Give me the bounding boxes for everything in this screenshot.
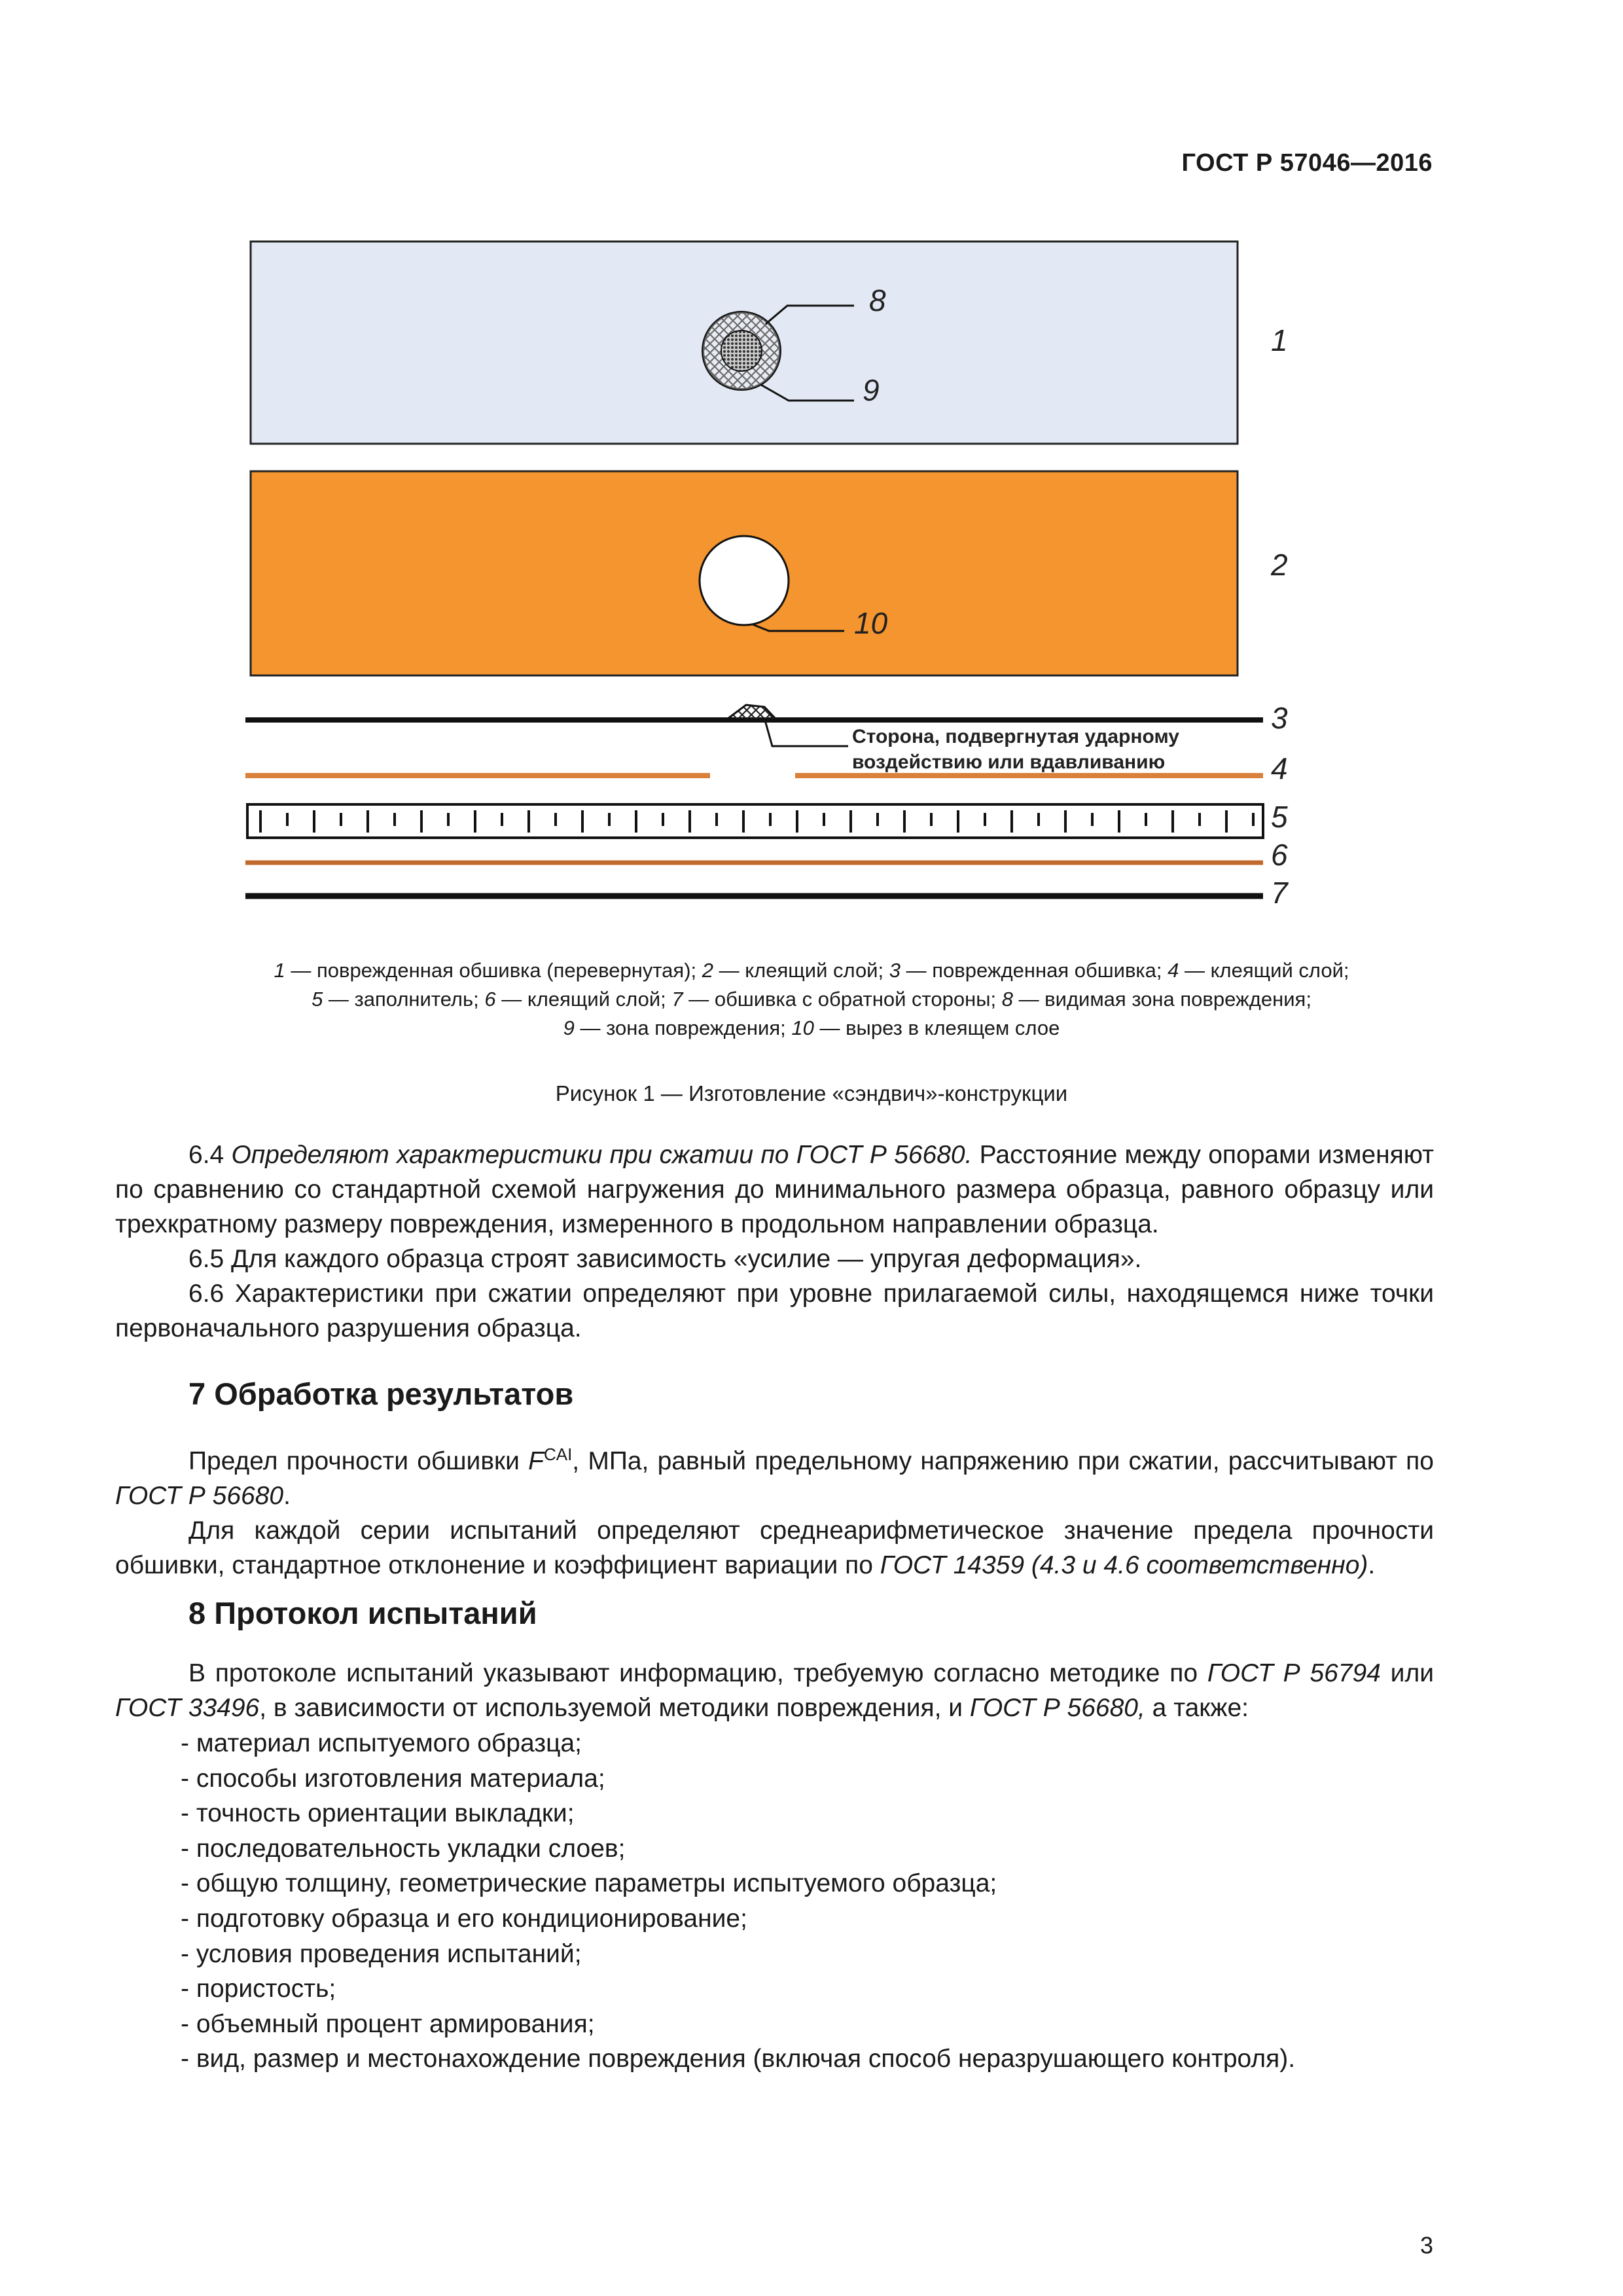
paragraph-8-1: В протоколе испытаний указывают информацию, требуемую согласно методике по ГОСТ Р 56794 или ГОСТ 33496, в зависимости от используемой методики повреждения, и ГОСТ Р 56680, а также: — [115, 1659, 1434, 1722]
callout-9: 9 — [863, 373, 880, 407]
legend-line-3: 9 — зона повреждения; 10 — вырез в клеящем слое — [563, 1016, 1060, 1039]
list-item: - подготовку образца и его кондиционирование; — [181, 1904, 747, 1933]
callout-10: 10 — [854, 606, 888, 640]
damage-zone — [721, 331, 762, 371]
callout-7: 7 — [1271, 876, 1288, 910]
legend-line-1: 1 — поврежденная обшивка (перевернутая); 2 — клеящий слой; 3 — поврежденная обшивка; 4 — клеящий слой; — [274, 959, 1349, 982]
impact-side-note-line1: Сторона, подвергнутая ударному — [852, 726, 1179, 747]
section-7-heading: 7 Обработка результатов — [188, 1376, 574, 1411]
paragraph-6-5: 6.5 Для каждого образца строят зависимость «усилие — упругая деформация». — [188, 1245, 1142, 1273]
core-filler — [247, 804, 1263, 838]
protocol-items-list — [181, 1726, 1295, 2077]
legend-line-2: 5 — заполнитель; 6 — клеящий слой; 7 — обшивка с обратной стороны; 8 — видимая зона повреждения; — [312, 988, 1311, 1011]
callout-3: 3 — [1271, 701, 1288, 735]
section-6-text — [115, 1138, 1434, 1346]
page-number: 3 — [1419, 2232, 1433, 2259]
list-item: - объемный процент армирования; — [181, 2009, 595, 2038]
section-8-heading: 8 Протокол испытаний — [188, 1596, 537, 1630]
figure-legend — [131, 956, 1492, 1043]
list-item: - последовательность укладки слоев; — [181, 1834, 626, 1863]
document-designation: ГОСТ Р 57046—2016 — [1181, 149, 1433, 177]
list-item: - материал испытуемого образца; — [181, 1729, 582, 1757]
adhesive-cutout — [700, 536, 789, 625]
sandwich-construction-figure — [0, 0, 1623, 956]
callout-6: 6 — [1271, 838, 1288, 872]
section-7-text — [115, 1437, 1434, 1583]
paragraph-6-6: 6.6 Характеристики при сжатии определяют при уровне прилагаемой силы, находящемся ниже точки первоначального разрушения образца. — [115, 1280, 1434, 1342]
callout-8: 8 — [869, 283, 886, 317]
callout-5: 5 — [1271, 800, 1288, 834]
impact-dent — [728, 705, 776, 719]
list-item: - общую толщину, геометрические параметры испытуемого образца; — [181, 1869, 997, 1898]
callout-1: 1 — [1271, 323, 1288, 357]
section-8-text — [115, 1656, 1434, 1725]
callout-2: 2 — [1271, 548, 1288, 582]
list-item: - условия проведения испытаний; — [181, 1939, 582, 1968]
list-item: - способы изготовления материала; — [181, 1764, 605, 1793]
figure-caption: Рисунок 1 — Изготовление «сэндвич»-конструкции — [555, 1081, 1068, 1105]
impact-side-note-line2: воздействию или вдавливанию — [852, 751, 1166, 773]
paragraph-6-4: 6.4 Определяют характеристики при сжатии по ГОСТ Р 56680. Расстояние между опорами изменяют по сравнению со стандартной схемой нагружения до минимального размера образца, равного образцу или трехкратному размеру повреждения, измеренного в продольном направлении образца. — [115, 1141, 1434, 1238]
paragraph-7-2: Для каждой серии испытаний определяют среднеарифметическое значение предела прочности обшивки, стандартное отклонение и коэффициент вариации по ГОСТ 14359 (4.3 и 4.6 соответственно). — [115, 1516, 1434, 1579]
list-item: - пористость; — [181, 1975, 336, 2003]
list-item: - точность ориентации выкладки; — [181, 1799, 575, 1828]
paragraph-7-1: Предел прочности обшивки $F^{CAI}$, МПа, равный предельному напряжению при сжатии, рассчитывают по ГОСТ Р 56680. — [115, 1444, 1434, 1510]
callout-4: 4 — [1271, 751, 1288, 785]
list-item: - вид, размер и местонахождение повреждения (включая способ неразрушающего контроля). — [181, 2045, 1296, 2073]
